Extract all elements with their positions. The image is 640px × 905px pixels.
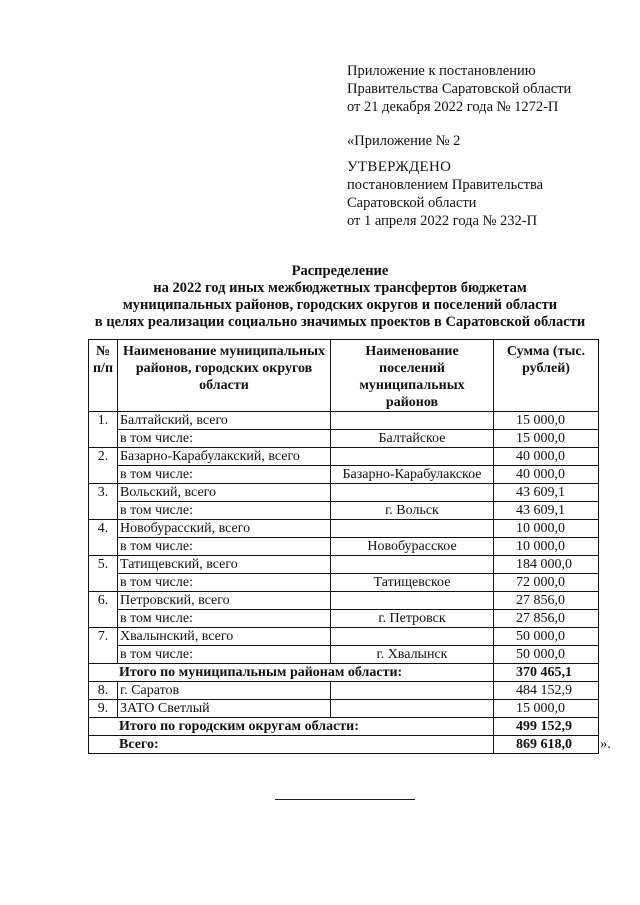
settlement-sum: 40 000,0 bbox=[494, 466, 599, 484]
district-total-sum: 43 609,1 bbox=[494, 484, 599, 502]
row-number: 1. bbox=[89, 412, 118, 448]
approved-title: УТВЕРЖДЕНО bbox=[347, 159, 452, 175]
row-number: 3. bbox=[89, 484, 118, 520]
row-number: 5. bbox=[89, 556, 118, 592]
district-detail-row bbox=[89, 430, 599, 448]
distribution-table bbox=[88, 339, 599, 754]
district-total-row bbox=[89, 448, 599, 466]
district-total-row bbox=[89, 520, 599, 538]
city-sum: 15 000,0 bbox=[494, 700, 599, 718]
city-sum: 484 152,9 bbox=[494, 682, 599, 700]
settlement-empty bbox=[331, 700, 494, 718]
district-total-sum: 15 000,0 bbox=[494, 412, 599, 430]
title-line-4: в целях реализации социально значимых проектов в Саратовской области bbox=[94, 314, 586, 330]
approved-line-2: Саратовской области bbox=[347, 195, 477, 211]
settlement-name: Новобурасское bbox=[331, 538, 494, 556]
district-name: Петровский, всего bbox=[118, 592, 331, 610]
settlement-sum: 15 000,0 bbox=[494, 430, 599, 448]
city-row bbox=[89, 682, 599, 700]
district-name: Хвалынский, всего bbox=[118, 628, 331, 646]
settlement-empty bbox=[331, 592, 494, 610]
settlement-name: г. Вольск bbox=[331, 502, 494, 520]
district-detail-row bbox=[89, 610, 599, 628]
header-sum: Сумма (тыс. рублей) bbox=[494, 340, 599, 412]
city-row bbox=[89, 700, 599, 718]
row-number: 6. bbox=[89, 592, 118, 628]
district-detail-row bbox=[89, 502, 599, 520]
district-total-row bbox=[89, 412, 599, 430]
document-title bbox=[60, 263, 620, 331]
header-district: Наименование муниципальных районов, городских округов области bbox=[118, 340, 331, 412]
settlement-sum: 10 000,0 bbox=[494, 538, 599, 556]
including-label: в том числе: bbox=[118, 538, 331, 556]
including-label: в том числе: bbox=[118, 502, 331, 520]
district-total-sum: 40 000,0 bbox=[494, 448, 599, 466]
title-line-1: Распределение bbox=[291, 263, 389, 279]
district-name: Новобурасский, всего bbox=[118, 520, 331, 538]
districts-total-row-label: Итого по муниципальным районам области: bbox=[89, 664, 494, 682]
approved-line-3: от 1 апреля 2022 года № 232-П bbox=[347, 213, 538, 229]
settlement-name: Татищевское bbox=[331, 574, 494, 592]
settlement-empty bbox=[331, 682, 494, 700]
settlement-name: Балтайское bbox=[331, 430, 494, 448]
settlement-sum: 43 609,1 bbox=[494, 502, 599, 520]
approval-reference bbox=[347, 62, 632, 116]
settlement-empty bbox=[331, 412, 494, 430]
approval-ref-line-2: Правительства Саратовской области bbox=[347, 81, 572, 97]
settlement-sum: 27 856,0 bbox=[494, 610, 599, 628]
title-line-2: на 2022 год иных межбюджетных трансфертов бюджетам bbox=[153, 280, 527, 296]
settlement-name: г. Петровск bbox=[331, 610, 494, 628]
grand-total-row-value: 869 618,0 bbox=[494, 736, 599, 754]
grand-total-row-label: Всего: bbox=[89, 736, 494, 754]
settlement-empty bbox=[331, 628, 494, 646]
approved-block bbox=[347, 158, 632, 230]
district-total-sum: 184 000,0 bbox=[494, 556, 599, 574]
header-settlement: Наименование поселений муниципальных районов bbox=[331, 340, 494, 412]
settlement-empty bbox=[331, 484, 494, 502]
row-number: 7. bbox=[89, 628, 118, 664]
cities-total-row bbox=[89, 718, 599, 736]
city-name: ЗАТО Светлый bbox=[118, 700, 331, 718]
row-number: 8. bbox=[89, 682, 118, 700]
grand-total-row bbox=[89, 736, 599, 754]
settlement-empty bbox=[331, 448, 494, 466]
city-name: г. Саратов bbox=[118, 682, 331, 700]
district-total-row bbox=[89, 592, 599, 610]
district-name: Татищевский, всего bbox=[118, 556, 331, 574]
district-total-row bbox=[89, 556, 599, 574]
including-label: в том числе: bbox=[118, 430, 331, 448]
settlement-sum: 72 000,0 bbox=[494, 574, 599, 592]
including-label: в том числе: bbox=[118, 466, 331, 484]
cities-total-row-label: Итого по городским округам области: bbox=[89, 718, 494, 736]
row-number: 9. bbox=[89, 700, 118, 718]
settlement-empty bbox=[331, 556, 494, 574]
district-detail-row bbox=[89, 466, 599, 484]
approval-ref-line-1: Приложение к постановлению bbox=[347, 63, 536, 79]
table-body bbox=[89, 412, 599, 754]
separator-line bbox=[275, 799, 415, 800]
table-header-row bbox=[89, 340, 599, 412]
district-total-sum: 10 000,0 bbox=[494, 520, 599, 538]
approved-line-1: постановлением Правительства bbox=[347, 177, 544, 193]
district-name: Балтайский, всего bbox=[118, 412, 331, 430]
header-num: № п/п bbox=[89, 340, 118, 412]
district-detail-row bbox=[89, 574, 599, 592]
district-total-sum: 27 856,0 bbox=[494, 592, 599, 610]
district-total-sum: 50 000,0 bbox=[494, 628, 599, 646]
settlement-empty bbox=[331, 520, 494, 538]
district-total-row bbox=[89, 484, 599, 502]
cities-total-row-value: 499 152,9 bbox=[494, 718, 599, 736]
settlement-name: Базарно-Карабулакское bbox=[331, 466, 494, 484]
district-detail-row bbox=[89, 538, 599, 556]
districts-total-row bbox=[89, 664, 599, 682]
title-line-3: муниципальных районов, городских округов и поселений области bbox=[122, 297, 558, 313]
district-total-row bbox=[89, 628, 599, 646]
settlement-sum: 50 000,0 bbox=[494, 646, 599, 664]
including-label: в том числе: bbox=[118, 610, 331, 628]
row-number: 4. bbox=[89, 520, 118, 556]
approval-ref-line-3: от 21 декабря 2022 года № 1272-П bbox=[347, 99, 559, 115]
district-name: Вольский, всего bbox=[118, 484, 331, 502]
including-label: в том числе: bbox=[118, 646, 331, 664]
district-name: Базарно-Карабулакский, всего bbox=[118, 448, 331, 466]
districts-total-row-value: 370 465,1 bbox=[494, 664, 599, 682]
settlement-name: г. Хвалынск bbox=[331, 646, 494, 664]
closing-quote-mark: ». bbox=[600, 736, 611, 752]
row-number: 2. bbox=[89, 448, 118, 484]
appendix-number: «Приложение № 2 bbox=[347, 133, 461, 149]
district-detail-row bbox=[89, 646, 599, 664]
including-label: в том числе: bbox=[118, 574, 331, 592]
